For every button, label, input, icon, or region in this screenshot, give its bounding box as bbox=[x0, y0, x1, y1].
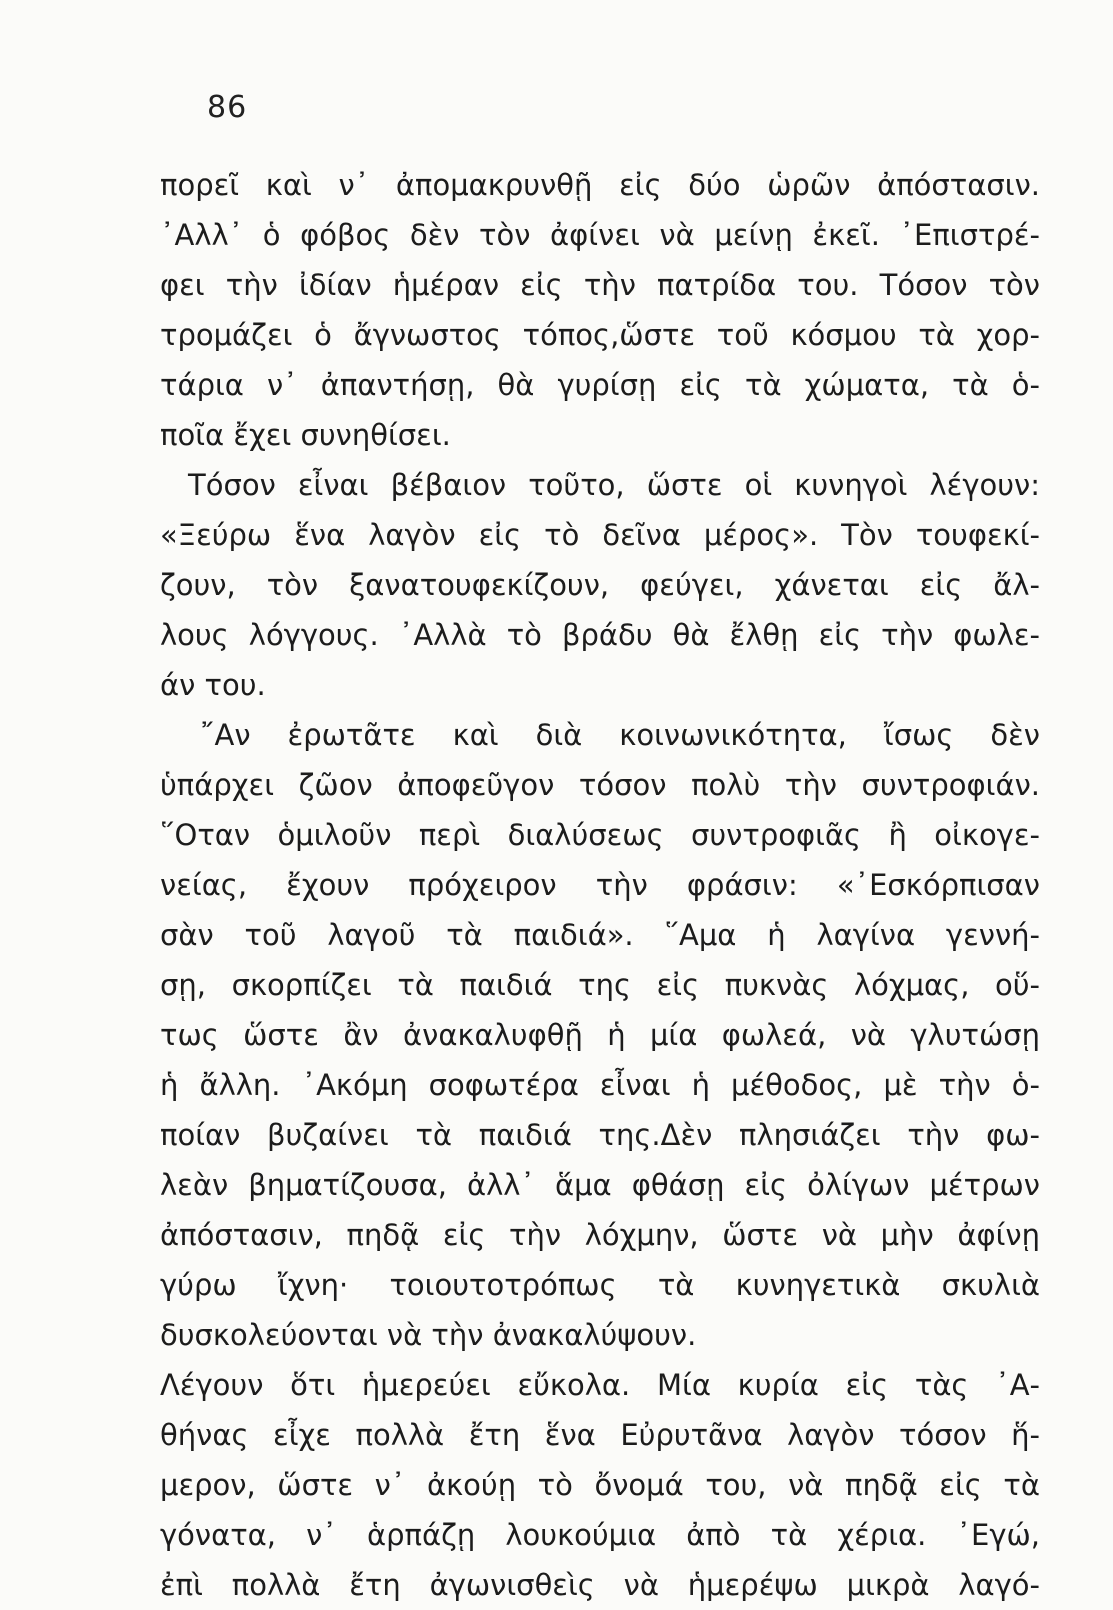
text-line: γόνατα, ν᾽ ἁρπάζῃ λουκούμια ἀπὸ τὰ χέρια. ᾽Εγώ, bbox=[160, 1518, 1040, 1552]
paragraph-start-line: Τόσον εἶναι βέβαιον τοῦτο, ὥστε οἱ κυνηγοὶ λέγουν: bbox=[188, 468, 1040, 502]
text-line: ᾽Αλλ᾽ ὁ φόβος δὲν τὸν ἀφίνει νὰ μείνῃ ἐκεῖ. ᾽Επιστρέ- bbox=[160, 218, 1040, 252]
text-line: τρομάζει ὁ ἄγνωστος τόπος,ὥστε τοῦ κόσμου τὰ χορ- bbox=[160, 318, 1040, 352]
text-line: πορεῖ καὶ ν᾽ ἀπομακρυνθῇ εἰς δύο ὡρῶν ἀπόστασιν. bbox=[160, 168, 1040, 202]
text-line: ποῖα ἔχει συνηθίσει. bbox=[160, 418, 451, 452]
text-line: ῞Οταν ὁμιλοῦν περὶ διαλύσεως συντροφιᾶς ἢ οἰκογε- bbox=[160, 818, 1040, 852]
paragraph-start-line: Λέγουν ὅτι ἡμερεύει εὔκολα. Μία κυρία εἰς τὰς ᾽Α- bbox=[160, 1368, 1040, 1402]
text-line: ἀπόστασιν, πηδᾷ εἰς τὴν λόχμην, ὥστε νὰ μὴν ἀφίνῃ bbox=[160, 1218, 1040, 1252]
text-line: «Ξεύρω ἕνα λαγὸν εἰς τὸ δεῖνα μέρος». Τὸν τουφεκί- bbox=[160, 518, 1040, 552]
text-line: τως ὥστε ἂν ἀνακαλυφθῇ ἡ μία φωλεά, νὰ γλυτώσῃ bbox=[160, 1018, 1040, 1052]
text-line: λεὰν βηματίζουσα, ἀλλ᾽ ἅμα φθάσῃ εἰς ὀλίγων μέτρων bbox=[160, 1168, 1040, 1202]
body-text bbox=[160, 160, 1040, 1610]
text-line: λους λόγγους. ᾽Αλλὰ τὸ βράδυ θὰ ἔλθῃ εἰς τὴν φωλε- bbox=[160, 618, 1040, 652]
text-line: μερον, ὥστε ν᾽ ἀκούῃ τὸ ὄνομά του, νὰ πηδᾷ εἰς τὰ bbox=[160, 1468, 1040, 1502]
text-line: ζουν, τὸν ξανατουφεκίζουν, φεύγει, χάνεται εἰς ἄλ- bbox=[160, 568, 1040, 602]
text-line: θήνας εἶχε πολλὰ ἔτη ἕνα Εὐρυτᾶνα λαγὸν τόσον ἥ- bbox=[160, 1418, 1040, 1452]
text-line: σῃ, σκορπίζει τὰ παιδιά της εἰς πυκνὰς λόχμας, οὕ- bbox=[160, 968, 1040, 1002]
text-line: σὰν τοῦ λαγοῦ τὰ παιδιά». ῞Αμα ἡ λαγίνα γεννή- bbox=[160, 918, 1040, 952]
text-line: ἡ ἄλλη. ᾽Ακόμη σοφωτέρα εἶναι ἡ μέθοδος, μὲ τὴν ὁ- bbox=[160, 1068, 1040, 1102]
paragraph-start-line: ῎Αν ἐρωτᾶτε καὶ διὰ κοινωνικότητα, ἴσως δὲν bbox=[200, 718, 1040, 752]
page-number: 86 bbox=[207, 90, 248, 125]
text-line: ὑπάρχει ζῶον ἀποφεῦγον τόσον πολὺ τὴν συντροφιάν. bbox=[160, 768, 1040, 802]
text-line: νείας, ἔχουν πρόχειρον τὴν φράσιν: «᾽Εσκόρπισαν bbox=[160, 868, 1040, 902]
text-line: δυσκολεύονται νὰ τὴν ἀνακαλύψουν. bbox=[160, 1318, 697, 1352]
text-line: τάρια ν᾽ ἀπαντήσῃ, θὰ γυρίσῃ εἰς τὰ χώματα, τὰ ὁ- bbox=[160, 368, 1040, 402]
text-line: γύρω ἴχνη· τοιουτοτρόπως τὰ κυνηγετικὰ σκυλιὰ bbox=[160, 1268, 1040, 1302]
text-line: ἐπὶ πολλὰ ἔτη ἀγωνισθεὶς νὰ ἡμερέψω μικρὰ λαγό- bbox=[160, 1568, 1040, 1602]
text-line: άν του. bbox=[160, 668, 266, 702]
text-line: ποίαν βυζαίνει τὰ παιδιά της.Δὲν πλησιάζει τὴν φω- bbox=[160, 1118, 1040, 1152]
text-line: φει τὴν ἰδίαν ἡμέραν εἰς τὴν πατρίδα του. Τόσον τὸν bbox=[160, 268, 1040, 302]
